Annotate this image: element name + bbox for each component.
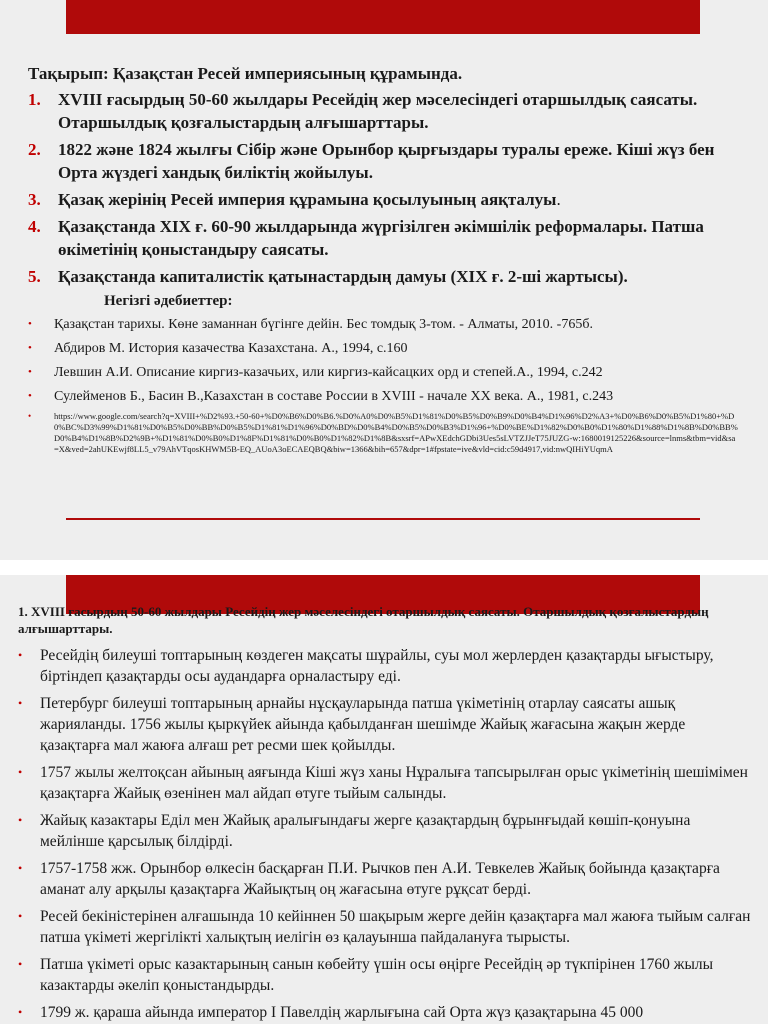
- topic-item: 2. 1822 және 1824 жылғы Сібір және Орынбор қырғыздары туралы ереже. Кіші жүз бен Орта жүздегі хандық биліктің жойылуы.: [28, 140, 715, 182]
- bullet-icon: •: [18, 1005, 23, 1019]
- bullet-icon: •: [18, 957, 23, 971]
- bullet-icon: •: [18, 909, 23, 923]
- content-item: • Ресей бекіністерінен алғашында 10 кейіннен 50 шақырым жерге дейін қазақтарға мал жаюға тыйым салған патша үкіметі жергілікті халықтың иелігін өз қалауынша пайдалануға тырысты.: [18, 908, 751, 946]
- topic-list: [28, 88, 743, 292]
- bullet-icon: •: [28, 411, 32, 421]
- reference-list: [28, 315, 740, 460]
- slide-1-header-bar: [66, 0, 700, 34]
- reference-item: • Абдиров М. История казачества Казахстана. А., 1994, с.160: [28, 341, 408, 356]
- topic-item: 4. Қазақстанда XIX ғ. 60-90 жылдарында жүргізілген әкімшілік реформалары. Патша өкіметінің қоныстандыру саясаты.: [28, 217, 704, 259]
- reference-item: • Қазақстан тарихы. Көне заманнан бүгінге дейін. Бес томдық 3-том. - Алматы, 2010. -765б.: [28, 317, 593, 332]
- bullet-icon: •: [28, 366, 32, 378]
- bullet-icon: •: [18, 696, 23, 710]
- topic-item: 5. Қазақстанда капиталистік қатынастардың дамуы (XIX ғ. 2-ші жартысы).: [28, 267, 628, 286]
- bullet-icon: •: [28, 318, 32, 330]
- bullet-icon: •: [18, 813, 23, 827]
- content-item: • 1757 жылы желтоқсан айының аяғында Кіші жүз ханы Нұралыға тапсырылған орыс үкіметінің шешімімен қазақтарға Жайық өзенінен мал айдап өтуге тыйым салынды.: [18, 764, 748, 802]
- content-item: • Патша үкіметі орыс казактарының санын көбейту үшін осы өңірге Ресейдің әр түкпірінен 1760 жылы казактарды әкеліп қоныстандырды.: [18, 956, 714, 994]
- bullet-icon: •: [18, 648, 23, 662]
- slide-1-title: Тақырып: Қазақстан Ресей империясының құрамында.: [28, 64, 463, 83]
- content-item: • Жайық казактары Еділ мен Жайық аралығындағы жерге қазақтардың бұрынғыдай көшіп-қонуына мейлінше қарсылық білдірді.: [18, 812, 691, 850]
- bullet-icon: •: [18, 765, 23, 779]
- topic-item: 3. Қазақ жерінің Ресей империя құрамына қосылуының аяқталуы.: [28, 190, 561, 209]
- literature-heading: Негізгі әдебиеттер:: [104, 293, 233, 309]
- content-item: • 1799 ж. қараша айында император І Павелдің жарлығына сай Орта жүз қазақтарына 45 000: [18, 1004, 644, 1021]
- content-list: [18, 645, 753, 1024]
- reference-item: • Сулейменов Б., Басин В.,Казахстан в составе России в XVIII - начале XX века. А., 1981, с.243: [28, 389, 614, 404]
- bullet-icon: •: [18, 861, 23, 875]
- slide-2-title: 1. XVIII ғасырдың 50-60 жылдары Ресейдің жер мәселесіндегі отаршылдық саясаты. Отаршылдық қозғалыстардың алғышарттары.: [18, 604, 709, 636]
- content-item: • Петербург билеуші топтарының арнайы нұсқауларында патша үкіметінің отарлау саясаты ашық жарияланды. 1756 жылы қыркүйек айында қабылданған шешімде Жайық жағасына жақын жерде қазақтарға мал жаюға алғаш рет ресми шек қойылды.: [18, 695, 686, 754]
- content-item: • Ресейдің билеуші топтарының көздеген мақсаты шұрайлы, суы мол жерлерден қазақтарды ығыстыру, біртіндеп қазақтарды осы аудандарға орналастыру еді.: [18, 647, 714, 685]
- content-item: • 1757-1758 жж. Орынбор өлкесін басқарған П.И. Рычков пен А.И. Тевкелев Жайық бойында қазақтарға аманат алу арқылы қазақтарға Жайықтың оң жағасына өтуге рұқсат берді.: [18, 860, 720, 898]
- bullet-icon: •: [28, 342, 32, 354]
- slide-1-divider: [66, 518, 700, 520]
- reference-item: • Левшин А.И. Описание киргиз-казачьих, или киргиз-кайсацких орд и степей.А., 1994, с.242: [28, 365, 603, 380]
- slide-2: [0, 575, 768, 1024]
- topic-item: 1. XVIII ғасырдың 50-60 жылдары Ресейдің жер мәселесіндегі отаршылдық саясаты. Отаршылдық қозғалыстардың алғышарттары.: [28, 90, 698, 132]
- bullet-icon: •: [28, 390, 32, 402]
- reference-url[interactable]: • https://www.google.com/search?q=XVIII+%D2%93.+50-60+%D0%B6%D0%B6.%D0%A0%D0%B5%D1%81%D0%B5%D0%B9%D0%B4%D1%96%D2%A3+%D0%B6%D0%B5%D1%80+%D0%BC%D3%99%D1%81%D0%B5%D0%BB%D0%B5%D1%81%D1%96%D0%BD%D0%B4%D0%B5%D0%B3%D1%96+%D0%BE%D1%82%D0%B0%D1%80%D1%88%D1%8B%D0%BB%D0%B4%D1%8B%D2%9B+%D1%81%D0%B0%D1%8F%D1%81%D0%B0%D1%82%D1%8B&sxsrf=APwXEdchGDbi3Ues5sLVTZJJeT75JUZG-w:1680019125226&source=lnms&tbm=vid&sa=X&ved=2ahUKEwjf8LL5_v79AhVTqosKHWM5B-EQ_AUoA3oECAEQBQ&biw=1366&bih=657&dpr=1#fpstate=ive&vld=cid:c59d4917,vid:nwQIHiYUqmA: [28, 411, 738, 454]
